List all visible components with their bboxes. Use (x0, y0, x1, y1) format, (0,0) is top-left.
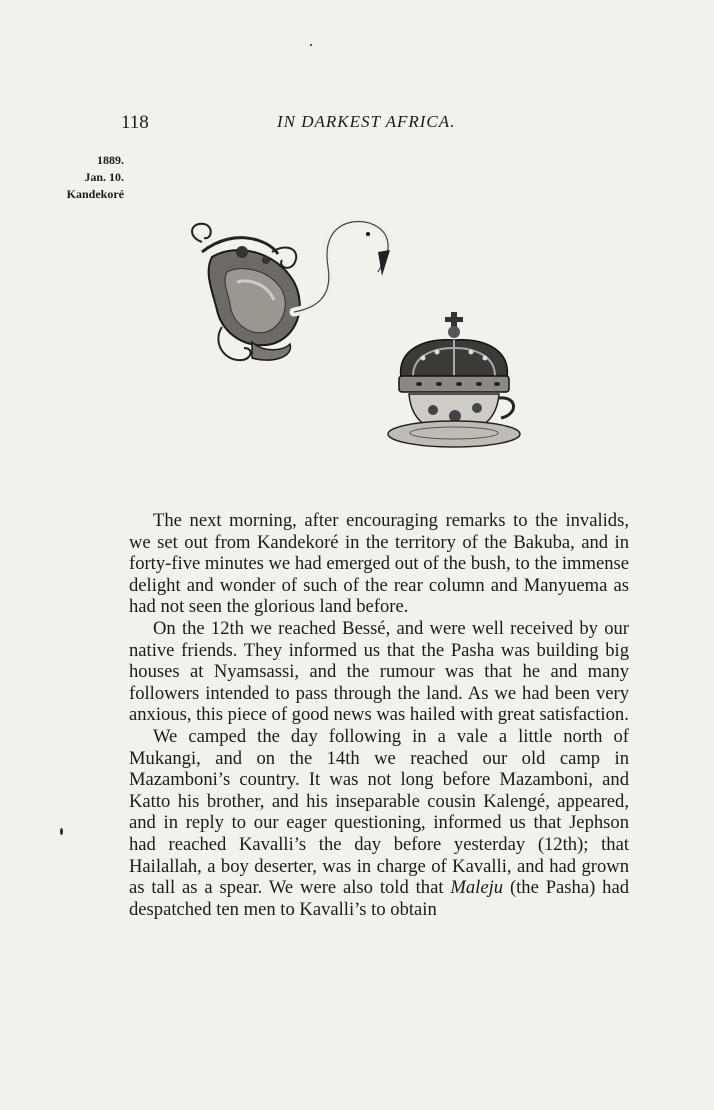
paragraph-3-italic: Maleju (450, 877, 504, 899)
margin-date: Jan. 10. (84, 170, 124, 184)
margin-note (58, 152, 124, 203)
body-text (129, 510, 629, 920)
paragraph-2: On the 12th we reached Bessé, and were well received by our native friends. They informed us that the Pasha was building big houses at Nyamsassi, and the rumour was that he and many followers intended to pass through the land. As we had been very anxious, this piece of good news was hailed with great satisfaction. (129, 617, 629, 726)
running-title: IN DARKEST AFRICA. (277, 112, 456, 131)
paragraph-3-part-b: (the Pasha) had despatched ten men to Kavalli’s to obtain (129, 877, 629, 920)
paragraph-3-part-a: We camped the day following in a vale a little north of Mukangi, and on the 14th we reached our old camp in Mazamboni’s country. It was not long before Mazamboni, and Katto his brother, and his inseparable cousin Kalengé, appeared, and in reply to our eager questioning, informed us that Jephson had reached Kavalli’s the day before yesterday (12th); that Hailallah, a boy deserter, was in charge of Kavalli, and had grown as tall as a spear. We were also told that (129, 725, 629, 899)
page-header (0, 112, 714, 142)
margin-place: Kandekoré (66, 187, 124, 201)
margin-year: 1889. (97, 153, 124, 167)
page-number: 118 (121, 112, 149, 133)
crown-teacup-illustration (383, 310, 525, 452)
paragraph-1: The next morning, after encouraging remarks to the invalids, we set out from Kandekoré in the territory of the Bakuba, and in forty-five minutes we had emerged out of the bush, to the immense delight and wonder of such of the rear column and Manyuema as had not seen the glorious land before. (129, 510, 629, 618)
flamingo-pitcher-illustration (182, 212, 398, 374)
paragraph-3 (129, 726, 629, 920)
ink-speck (60, 828, 63, 835)
ink-speck (310, 44, 312, 46)
